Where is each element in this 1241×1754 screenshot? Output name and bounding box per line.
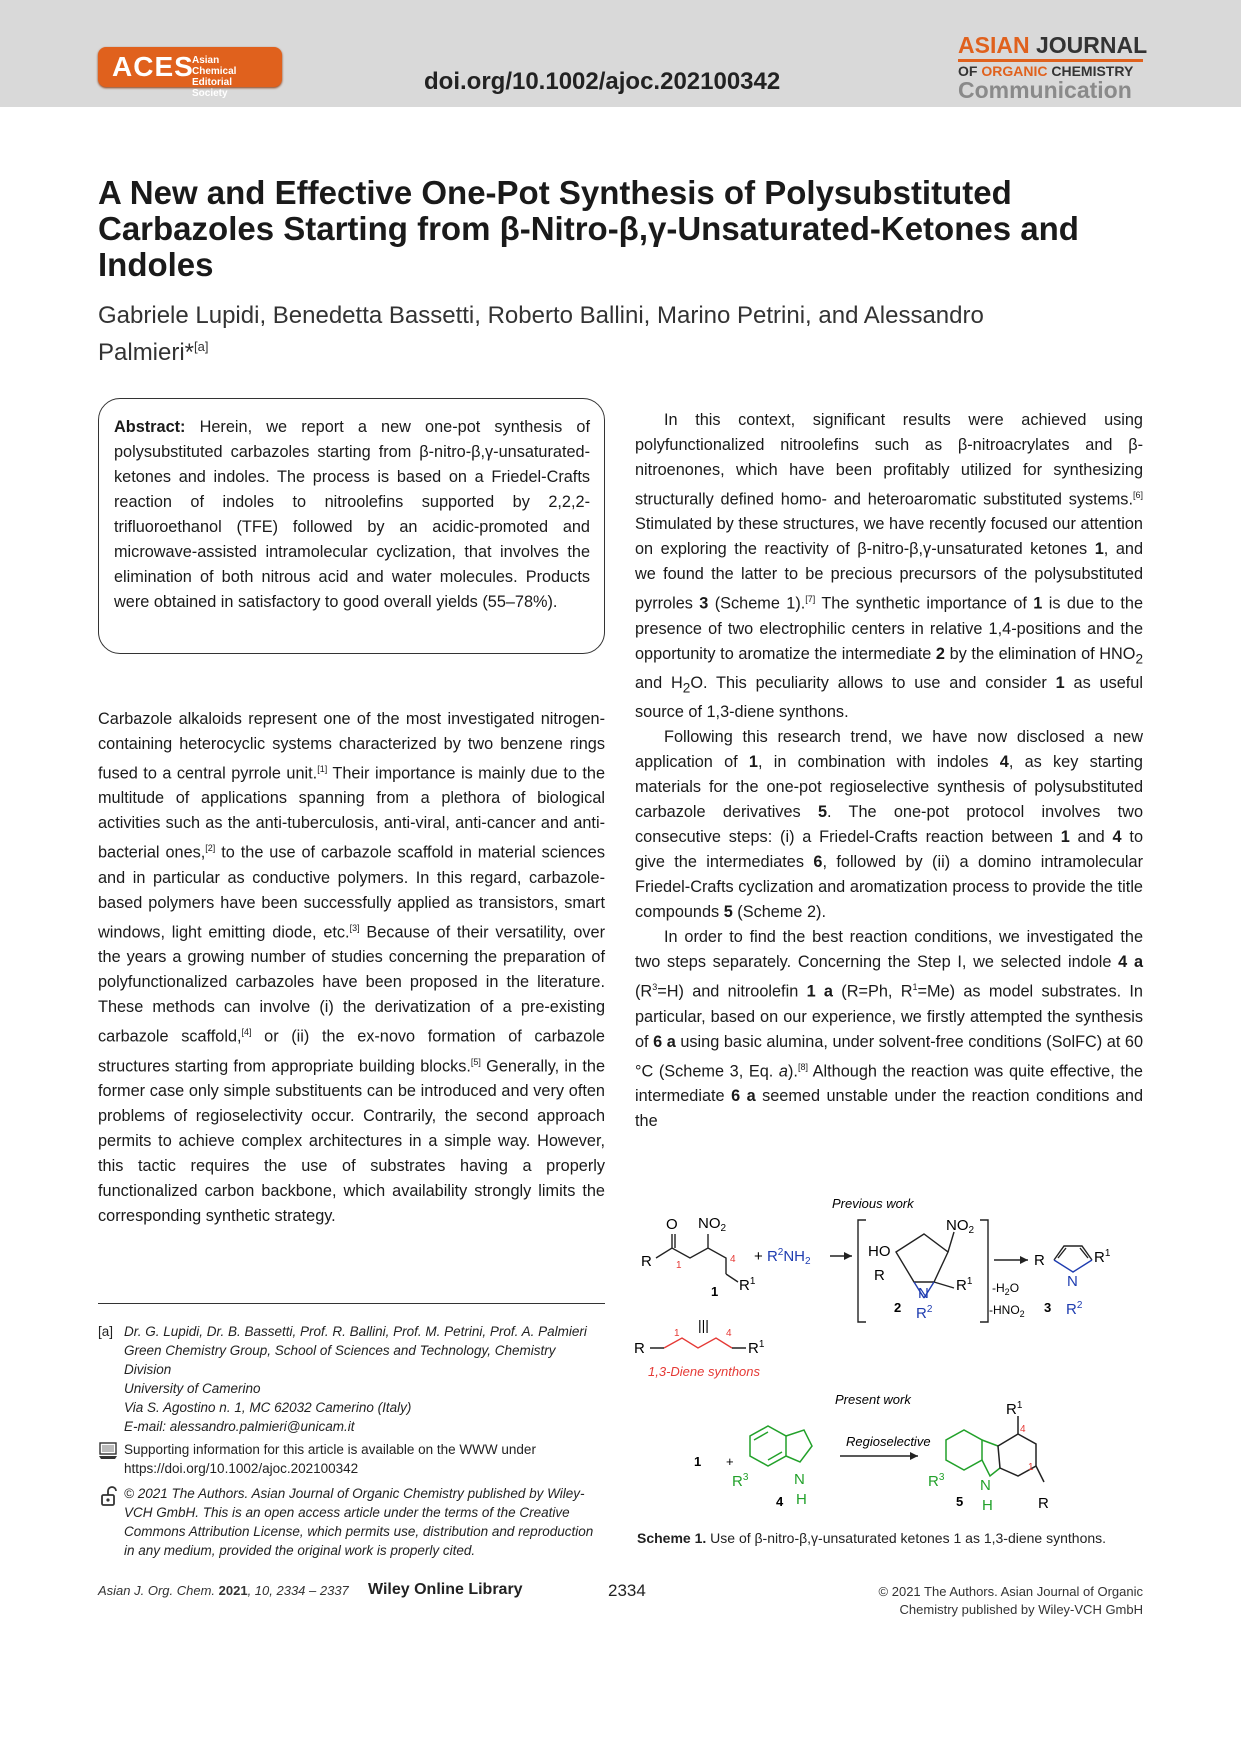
svg-text:+: + bbox=[726, 1454, 734, 1469]
citation-6[interactable]: [6] bbox=[1132, 490, 1143, 500]
conditions-paragraph: In order to find the best reaction conditions, we investigated the two steps separately. Concerning the Step I, we selected indole 4 a $(R^3=H)$ and nitroolefin 1 a (R=Ph, $R^1=Me$) as model substrates. In particular, based on our experience, we firstly attempted the synthesis of 6 a using basic alumina, under solvent-free conditions (SolFC) at 60 °C (Scheme 3, Eq. a).[8] Although the reaction was quite effective, the intermediate 6 a seemed unstable under the reaction conditions and the bbox=[635, 928, 1144, 1131]
svg-text:R: R bbox=[1038, 1495, 1049, 1512]
svg-text:R: R bbox=[1034, 1252, 1045, 1269]
svg-text:R1: $R^1$ bbox=[1006, 1400, 1023, 1418]
svg-text:N: N bbox=[918, 1285, 929, 1302]
svg-text:4: 4 bbox=[726, 1328, 732, 1339]
journal-divider bbox=[958, 59, 1143, 62]
svg-text:NO2: $NO_2$ bbox=[946, 1217, 975, 1236]
svg-text:HO: HO bbox=[868, 1243, 891, 1260]
footnote-label: [a] bbox=[98, 1324, 114, 1339]
footnote-divider bbox=[98, 1303, 605, 1304]
article-title: A New and Effective One-Pot Synthesis of Polysubstituted Carbazoles Starting from β-Nitro-β,γ-Unsaturated-Ketones and Indoles bbox=[98, 174, 1079, 283]
svg-text:|||: ||| bbox=[698, 1317, 709, 1333]
compound-4-label: 4 bbox=[776, 1494, 784, 1509]
journal-name: ASIAN JOURNAL bbox=[958, 32, 1148, 58]
footnote-group: Green Chemistry Group, School of Sciences and Technology, Chemistry Division bbox=[124, 1343, 556, 1377]
footnote-university: University of Camerino bbox=[124, 1381, 261, 1396]
citation-8[interactable]: [8] bbox=[797, 1061, 808, 1072]
svg-text:R3: $R^3$ bbox=[928, 1472, 945, 1490]
svg-text:O: O bbox=[666, 1216, 678, 1233]
article-type: Communication bbox=[958, 77, 1132, 103]
body-right-column bbox=[635, 408, 1143, 1134]
svg-text:R1: $R^1$ bbox=[956, 1276, 973, 1294]
intro-paragraph: Carbazole alkaloids represent one of the most investigated nitrogen-containing heterocyclic systems characterized by two benzene rings fused to a central pyrrole unit.[1] Their importance is mainly due to the multitude of applications spanning from a plethora of biological activities such as the anti-tuberculosis, anti-viral, anti-cancer and anti-bacterial ones,[2] to the use of carbazole scaffold in material sciences and in particular as conductive polymers. In this regard, carbazole-based polymers have been successfully applied as transistors, smart windows, light emitting diode, etc.[3] Because of their versatility, over the years a growing number of studies concerning the preparation of polyfunctionalized carbazoles have been proposed in the literature. These methods can involve (i) the derivatization of a pre-existing carbazole scaffold,[4] or (ii) the ex-novo formation of carbazole structures starting from appropriate building blocks.[5] Generally, in the former case only simple substituents can be introduced and very often problems of regioselectivity occur. Contrarily, the second approach permits to achieve complex architectures in a simple way. However, this tactic requires the use of substrates having a properly functionalized carbon backbone, which availability strongly limits the corresponding synthetic strategy. bbox=[98, 710, 606, 1226]
open-access-text: © 2021 The Authors. Asian Journal of Organic Chemistry published by Wiley-VCH GmbH. This is an open access article under the terms of the Creative Commons Attribution License, which permits use, distribution and reproduction in any medium, provided the original work is properly cited. bbox=[124, 1486, 594, 1558]
red-label-4: 4 bbox=[730, 1254, 736, 1265]
compound-2-structure bbox=[896, 1232, 954, 1288]
abstract-text: Abstract: Herein, we report a new one-pot synthesis of polysubstituted carbazoles starting from β-nitro-β,γ-unsaturated-ketones and indoles. The process is based on a Friedel-Crafts reaction of indoles to nitroolefins supported by 2,2,2-trifluoroethanol (TFE) followed by an acidic-promoted and microwave-assisted intramolecular cyclization, that involves the elimination of both nitrous acid and water molecules. Products were obtained in satisfactory to good overall yields (55–78%). bbox=[114, 418, 590, 611]
society-logo-subtext: Asian Chemical Editorial Society bbox=[192, 55, 237, 99]
svg-text:R: R bbox=[874, 1267, 885, 1284]
affiliation-footnote bbox=[98, 1322, 605, 1436]
citation-3[interactable]: [3] bbox=[349, 922, 360, 933]
svg-text:4: 4 bbox=[1020, 1424, 1026, 1435]
society-logo[interactable] bbox=[98, 47, 282, 99]
svg-text:N: N bbox=[794, 1471, 805, 1488]
citation-1[interactable]: [1] bbox=[317, 764, 328, 774]
affiliation-marker[interactable]: [a] bbox=[194, 339, 209, 354]
svg-text:H: H bbox=[982, 1497, 993, 1514]
svg-text:H: H bbox=[796, 1491, 807, 1508]
doi-link[interactable]: doi.org/10.1002/ajoc.202100342 bbox=[424, 68, 781, 95]
computer-icon bbox=[98, 1442, 118, 1460]
open-lock-icon bbox=[98, 1486, 118, 1506]
supporting-info-note bbox=[98, 1440, 605, 1478]
svg-text:R1: $R^1$ bbox=[748, 1339, 765, 1357]
body-left-column bbox=[98, 707, 605, 1229]
svg-text:1: 1 bbox=[694, 1454, 702, 1469]
svg-text:R: R bbox=[641, 1253, 652, 1270]
footer-copyright: © 2021 The Authors. Asian Journal of Organic Chemistry published by Wiley-VCH GmbH bbox=[878, 1584, 1143, 1617]
footnote-email[interactable]: E-mail: alessandro.palmieri@unicam.it bbox=[124, 1419, 355, 1434]
svg-text:R: R bbox=[634, 1340, 645, 1357]
footer-journal-citation: Asian J. Org. Chem. 2021, 10, 2334 – 2337 bbox=[98, 1583, 349, 1598]
present-work-label: Present work bbox=[835, 1392, 911, 1407]
previous-work-label: Previous work bbox=[832, 1196, 914, 1211]
context-paragraph: In this context, significant results were achieved using polyfunctionalized nitroolefins such as β-nitroacrylates and β-nitroenones, which have been profitably utilized for synthesizing structurally defined homo- and heteroaromatic substituted systems.[6] Stimulated by these structures, we have recently focused our attention on exploring the reactivity of β-nitro-β,γ-unsaturated ketones 1, and we found the latter to be precious precursors of the polysubstituted pyrroles 3 (Scheme 1).[7] The synthetic importance of 1 is due to the presence of two electrophilic centers in relative 1,4-positions and the opportunity to aromatize the intermediate 2 by the elimination of $HNO_2$ and $H_2O$. This peculiarity allows to use and consider 1 as useful source of 1,3-diene synthons. bbox=[635, 411, 1144, 722]
compound-1-structure bbox=[656, 1234, 738, 1282]
citation-5[interactable]: [5] bbox=[470, 1056, 481, 1067]
svg-text:R1: $R^1$ bbox=[1094, 1248, 1111, 1266]
diene-synthons-label: 1,3-Diene synthons bbox=[648, 1364, 761, 1379]
svg-text:-HNO2: $-HNO_2$ bbox=[989, 1303, 1025, 1319]
svg-text:R1: $R^1$ bbox=[739, 1276, 756, 1294]
abstract-box bbox=[98, 398, 605, 654]
society-logo-text: ACES bbox=[112, 51, 194, 82]
svg-text:N: N bbox=[1067, 1273, 1078, 1290]
author-list: Gabriele Lupidi, Benedetta Bassetti, Roberto Ballini, Marino Petrini, and Alessandro Palmieri*[a] bbox=[98, 302, 984, 366]
svg-text:R2: $R^2$ bbox=[916, 1304, 933, 1322]
compound-3-label: 3 bbox=[1044, 1300, 1052, 1315]
footnote-authors: Dr. G. Lupidi, Dr. B. Bassetti, Prof. R. Ballini, Prof. M. Petrini, Prof. A. Palmieri bbox=[124, 1324, 587, 1339]
open-access-note bbox=[98, 1484, 605, 1560]
wiley-online-library-link[interactable]: Wiley Online Library bbox=[368, 1581, 523, 1598]
journal-subname: OF ORGANIC CHEMISTRY bbox=[958, 63, 1134, 79]
regioselective-label: Regioselective bbox=[846, 1434, 931, 1449]
compound-2-label: 2 bbox=[894, 1300, 902, 1315]
citation-7[interactable]: [7] bbox=[805, 594, 816, 605]
compound-5-label: 5 bbox=[956, 1494, 964, 1509]
svg-text:N: N bbox=[980, 1477, 991, 1494]
carbazole-5-structure bbox=[946, 1430, 1000, 1476]
svg-text:-H2O: $-H_2O$ bbox=[992, 1281, 1020, 1297]
page-number: 2334 bbox=[608, 1581, 646, 1600]
research-paragraph: Following this research trend, we have now disclosed a new application of 1, in combination with indoles 4, as key starting materials for the one-pot regioselective synthesis of polysubstituted carbazole derivatives 5. The one-pot protocol involves two consecutive steps: (i) a Friedel-Crafts reaction between 1 and 4 to give the intermediates 6, followed by (ii) a domino intramolecular Friedel-Crafts cyclization and aromatization process to provide the title compounds 5 (Scheme 2). bbox=[635, 728, 1143, 922]
footnote-address: Via S. Agostino n. 1, MC 62032 Camerino (Italy) bbox=[124, 1400, 412, 1415]
svg-text:R3: $R^3$ bbox=[732, 1472, 749, 1490]
scheme-caption: Scheme 1. Use of β-nitro-β,γ-unsaturated ketones 1 as 1,3-diene synthons. bbox=[637, 1530, 1107, 1546]
red-label-1: 1 bbox=[676, 1260, 682, 1271]
svg-text:+ R2NH2: + $R^2NH_2$ bbox=[754, 1247, 811, 1267]
svg-text:1: 1 bbox=[674, 1328, 680, 1339]
supporting-info-text[interactable]: Supporting information for this article is available on the WWW under https://doi.org/10.1002/ajoc.202100342 bbox=[124, 1442, 536, 1476]
citation-2[interactable]: [2] bbox=[205, 843, 216, 854]
citation-4[interactable]: [4] bbox=[241, 1027, 252, 1038]
scheme-1-figure bbox=[634, 1190, 1144, 1540]
compound-3-structure bbox=[1054, 1246, 1092, 1260]
svg-text:1: 1 bbox=[1028, 1462, 1034, 1473]
indole-4-structure bbox=[750, 1426, 812, 1466]
svg-text:R2: $R^2$ bbox=[1066, 1300, 1083, 1318]
svg-text:NO2: $NO_2$ bbox=[698, 1215, 727, 1234]
compound-1-label: 1 bbox=[711, 1284, 719, 1299]
